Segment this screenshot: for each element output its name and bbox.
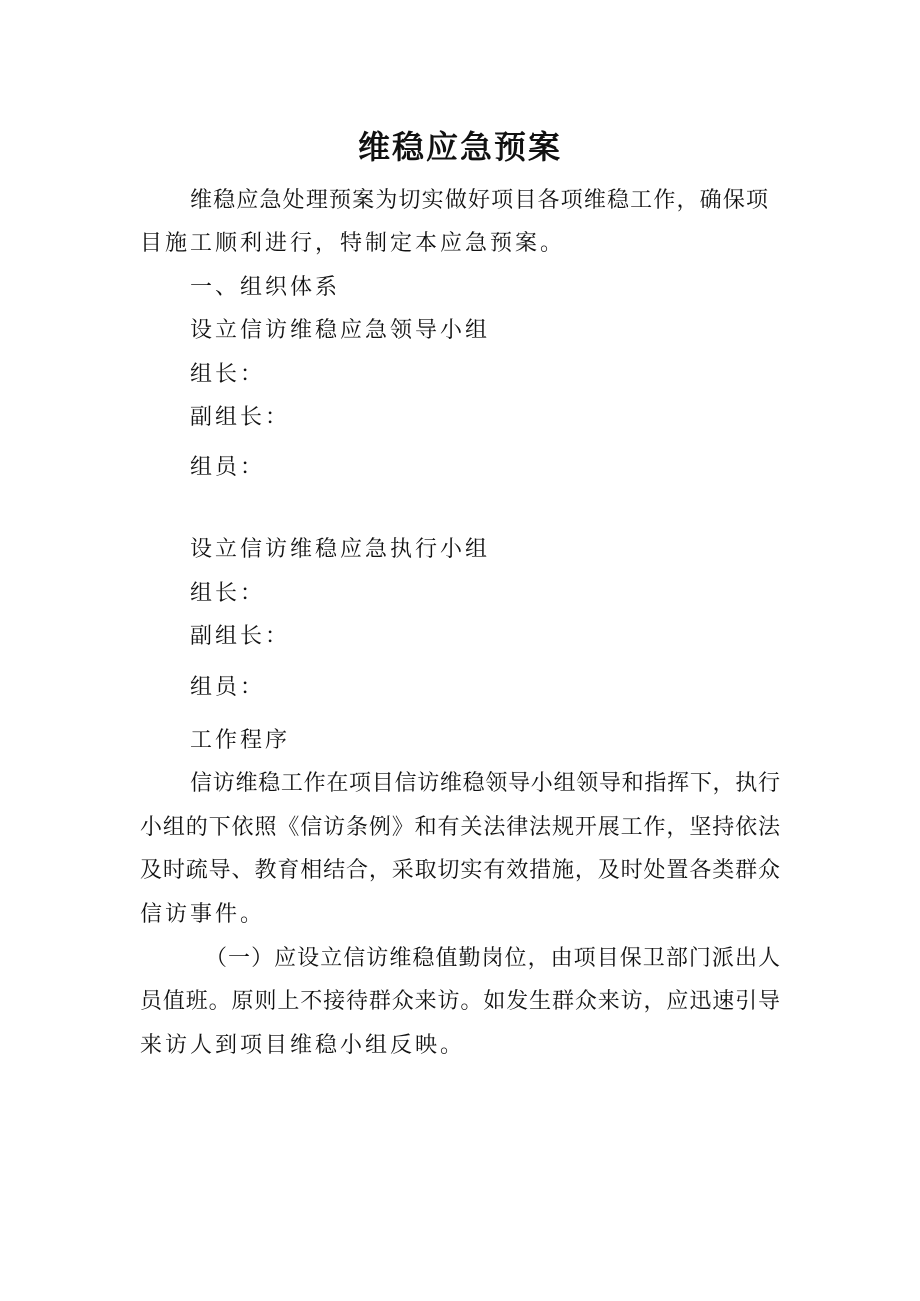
item-1-line-3: 来访人到项目维稳小组反映。	[140, 1033, 466, 1058]
intro-line-2: 目施工顺利进行，特制定本应急预案。	[140, 231, 566, 256]
execution-group-heading: 设立信访维稳应急执行小组	[190, 537, 491, 562]
document-title: 维稳应急预案	[357, 128, 562, 166]
leadership-group-deputy: 副组长：	[190, 405, 291, 430]
procedure-line-4: 信访事件。	[140, 902, 266, 927]
leadership-group-leader: 组长：	[190, 362, 266, 387]
procedure-heading: 工作程序	[190, 728, 291, 753]
procedure-line-3: 及时疏导、教育相结合，采取切实有效措施，及时处置各类群众	[140, 858, 780, 883]
execution-group-deputy: 副组长：	[190, 624, 291, 649]
procedure-line-2: 小组的下依照《信访条例》和有关法律法规开展工作，坚持依法	[140, 815, 780, 840]
leadership-group-heading: 设立信访维稳应急领导小组	[190, 318, 491, 343]
execution-group-leader: 组长：	[190, 581, 266, 606]
item-1-line-1: （一）应设立信访维稳值勤岗位，由项目保卫部门派出人	[205, 946, 780, 971]
section-1-heading: 一、组织体系	[190, 275, 341, 300]
intro-line-1: 维稳应急处理预案为切实做好项目各项维稳工作，确保项	[190, 188, 768, 213]
leadership-group-members: 组员：	[190, 455, 266, 480]
procedure-line-1: 信访维稳工作在项目信访维稳领导小组领导和指挥下，执行	[190, 771, 780, 796]
item-1-line-2: 员值班。原则上不接待群众来访。如发生群众来访，应迅速引导	[140, 989, 780, 1014]
execution-group-members: 组员：	[190, 675, 266, 700]
